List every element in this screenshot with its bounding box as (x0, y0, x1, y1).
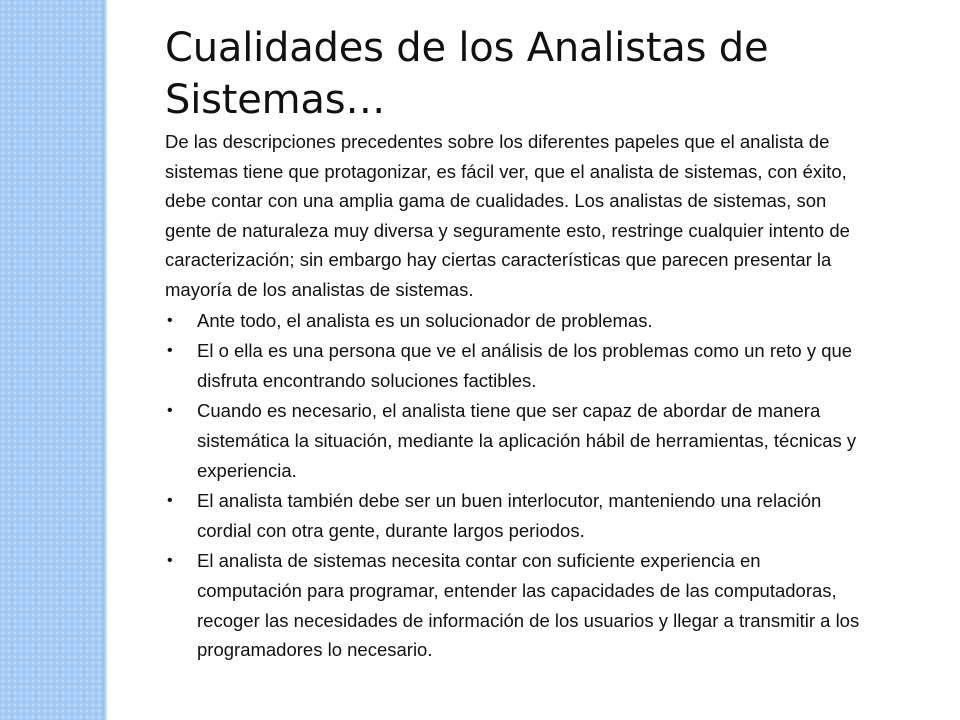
bullet-icon: • (167, 492, 173, 510)
bullet-item (165, 306, 865, 336)
slide-content (165, 22, 865, 665)
decorative-side-band (0, 0, 105, 720)
bullet-item (165, 546, 865, 664)
bullet-text: Cuando es necesario, el analista tiene que ser capaz de abordar de manera sistemática la situación, mediante la aplicación hábil de herramientas, técnicas y experiencia. (197, 400, 857, 481)
bullet-text: Ante todo, el analista es un solucionador de problemas. (197, 309, 653, 331)
bullet-text: El analista de sistemas necesita contar con suficiente experiencia en computación para programar, entender las capacidades de las computadoras, recoger las necesidades de información de los usuarios y llegar a transmitir a los programadores lo necesario. (197, 550, 860, 661)
bullet-text: El analista también debe ser un buen interlocutor, manteniendo una relación cordial con otra gente, durante largos periodos. (197, 490, 822, 541)
bullet-item (165, 396, 865, 485)
bullet-item (165, 336, 865, 395)
bullet-icon: • (167, 552, 173, 570)
bullet-icon: • (167, 402, 173, 420)
bullet-list (165, 306, 865, 665)
bullet-icon: • (167, 342, 173, 360)
slide-title: Cualidades de los Analistas de Sistemas… (165, 25, 769, 123)
bullet-text: El o ella es una persona que ve el análisis de los problemas como un reto y que disfruta encontrando soluciones factibles. (197, 340, 853, 391)
bullet-icon: • (167, 311, 173, 329)
bullet-item (165, 486, 865, 545)
side-band-edge (103, 0, 107, 720)
intro-paragraph: De las descripciones precedentes sobre los diferentes papeles que el analista de sistemas tiene que protagonizar, es fácil ver, que el analista de sistemas, con éxito, debe contar con una amplia gama de cualidades. Los analistas de sistemas, son gente de naturaleza muy diversa y seguramente esto, restringe cualquier intento de caracterización; sin embargo hay ciertas características que parecen presentar la mayoría de los analistas de sistemas. (165, 131, 850, 300)
